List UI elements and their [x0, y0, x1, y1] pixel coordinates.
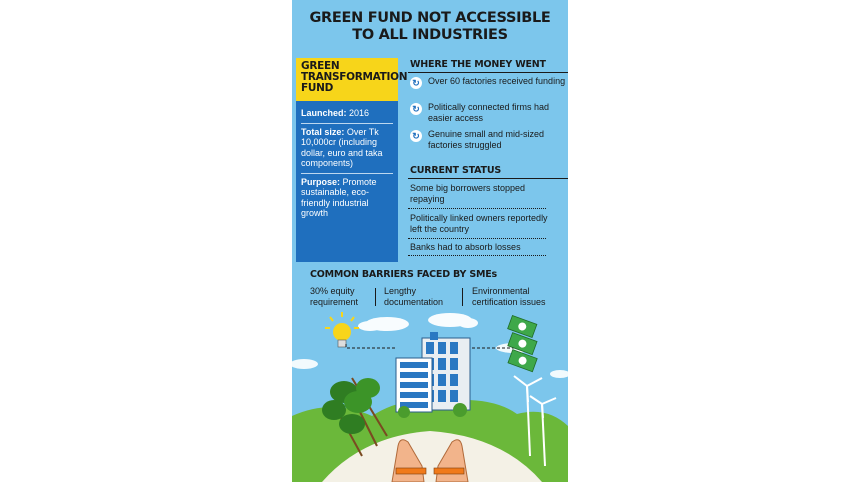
purpose-label: Purpose:: [301, 176, 341, 187]
launched-value: 2016: [349, 108, 370, 118]
status-divider: [408, 208, 546, 209]
fund-heading: [296, 58, 408, 101]
banknote-icon: [497, 315, 548, 371]
cloud-icon: [550, 370, 568, 378]
status-item: Politically linked owners reportedly left the country: [410, 213, 548, 234]
launched-label: Launched:: [301, 108, 347, 118]
fund-heading-line: FUND: [301, 82, 334, 94]
barrier-item: Lengthy documentation: [384, 286, 444, 307]
fund-size: [301, 124, 393, 174]
infographic-title: [292, 10, 568, 44]
fund-details: [296, 101, 398, 262]
fund-launched: [301, 105, 393, 124]
status-rule: [408, 178, 568, 179]
money-rule: [408, 72, 568, 73]
arrow-circle-icon: ↻: [410, 103, 422, 115]
cloud-icon: [292, 359, 318, 369]
cloud-icon: [428, 313, 478, 328]
status-item: Some big borrowers stopped repaying: [410, 183, 526, 204]
fund-heading-line: GREEN: [301, 60, 340, 72]
title-line-1: GREEN FUND NOT ACCESSIBLE: [309, 10, 551, 26]
green-industry-illustration: [292, 306, 568, 482]
infographic: [292, 0, 568, 482]
barrier-divider: [375, 288, 376, 306]
cloud-icon: [358, 317, 409, 331]
fund-heading-line: TRANSFORMATION: [301, 71, 408, 83]
money-item-text: Over 60 factories received funding: [428, 76, 566, 86]
title-line-2: TO ALL INDUSTRIES: [352, 27, 508, 43]
money-heading: WHERE THE MONEY WENT: [410, 59, 546, 70]
money-item-text: Politically connected firms had easier access: [428, 102, 550, 123]
size-label: Total size:: [301, 126, 345, 137]
arrow-circle-icon: ↻: [410, 130, 422, 142]
fund-purpose: [301, 174, 393, 223]
barrier-divider: [462, 288, 463, 306]
status-heading: CURRENT STATUS: [410, 165, 501, 176]
building-icon: [396, 332, 470, 418]
lightbulb-icon: [325, 312, 359, 347]
barrier-item: 30% equity requirement: [310, 286, 359, 307]
fund-card: [296, 58, 408, 258]
status-divider: [408, 255, 546, 256]
status-item: Banks had to absorb losses: [410, 242, 521, 252]
status-divider: [408, 238, 546, 239]
arrow-circle-icon: ↻: [410, 77, 422, 89]
size-value: Over Tk 10,000cr (including dollar, euro and taka components): [301, 126, 383, 168]
barriers-heading: COMMON BARRIERS FACED BY SMEs: [310, 269, 497, 280]
barrier-item: Environmental certification issues: [472, 286, 546, 307]
purpose-value: Promote sustainable, eco-friendly industrial growth: [301, 176, 377, 218]
money-item-text: Genuine small and mid-sized factories struggled: [428, 129, 545, 150]
